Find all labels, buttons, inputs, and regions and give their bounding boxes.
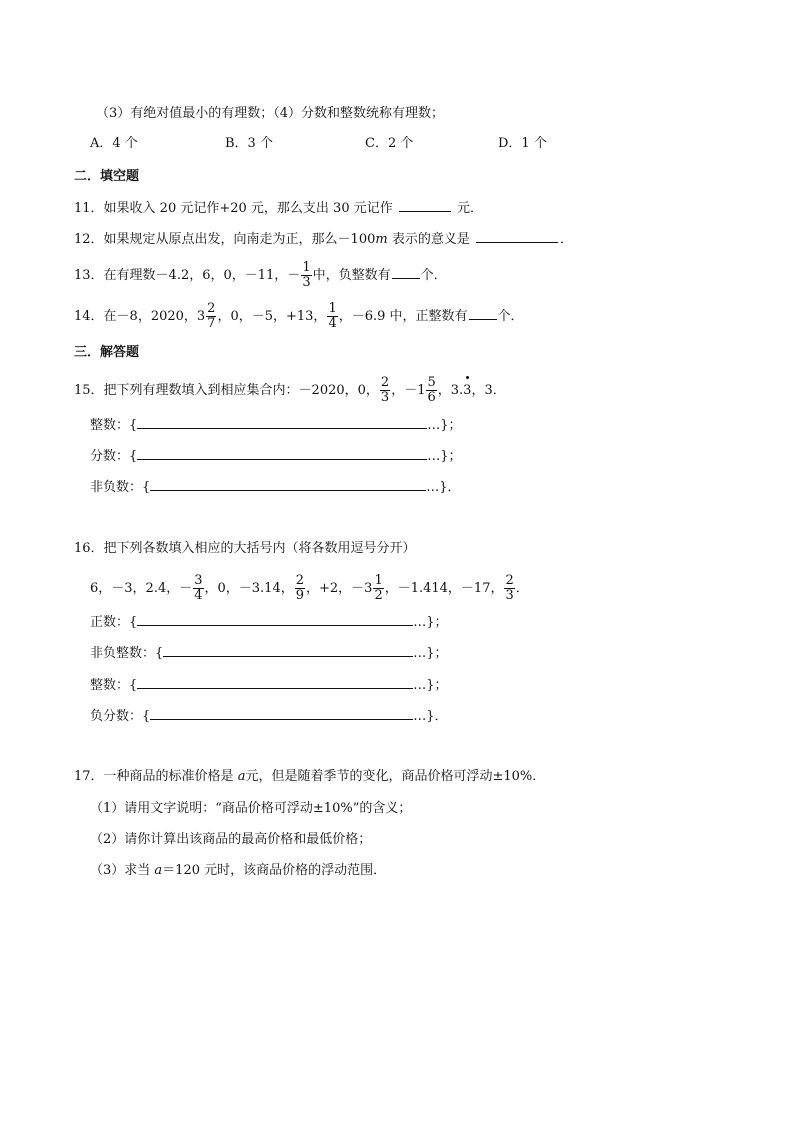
- q14-text-b: ，0，－5，+13，: [217, 309, 327, 324]
- q15-set-nonnegative: [90, 478, 461, 497]
- q10-option-a: A．4 个: [90, 136, 138, 151]
- q17-text-b: 元，但是随着季节的变化，商品价格可浮动±10%．: [245, 769, 546, 784]
- question-13: [74, 261, 447, 290]
- q15-fraction-1: $\frac{2}{3}$: [380, 375, 390, 405]
- q16-fraction-3: $\frac{1}{2}$: [374, 573, 383, 603]
- q11-answer-blank[interactable]: [399, 199, 451, 212]
- q17-var: a: [237, 769, 246, 784]
- section-title-fill-blank: 二．填空题: [74, 169, 140, 184]
- q15-sep-2: ，3.: [437, 383, 464, 398]
- q16-set-label: 负分数：{: [90, 709, 151, 724]
- q16-set-tail: …}．: [413, 709, 448, 724]
- q14-text-c: ，－6.9 中，正整数有: [338, 309, 468, 324]
- q13-end: 个．: [420, 268, 447, 283]
- q15-sep-1: ，－1: [391, 383, 426, 398]
- q12-text-b: 表示的意义是: [391, 232, 470, 247]
- q16-set-label: 正数：{: [90, 615, 138, 630]
- q17-part-3: [90, 862, 386, 880]
- q16-set-blank[interactable]: [150, 707, 413, 720]
- q16-set-blank[interactable]: [137, 613, 413, 626]
- q11-unit: 元．: [457, 201, 484, 216]
- q15-end: ，3．: [471, 383, 506, 398]
- q16-set-tail: …}；: [413, 678, 448, 693]
- q16-set-label: 整数：{: [90, 678, 138, 693]
- q12-end: ．: [559, 232, 573, 247]
- q14-fraction-2: $\frac{1}{4}$: [328, 301, 337, 331]
- question-15: [74, 376, 506, 405]
- q10-statement: （3）有绝对值最小的有理数；（4）分数和整数统称有理数；: [96, 106, 445, 121]
- q12-text: 12．如果规定从原点出发，向南走为正，那么－100: [74, 232, 376, 247]
- q16-list-part: ，0，－3.14，: [204, 581, 294, 596]
- q15-set-label: 整数：{: [90, 418, 138, 433]
- q10-option-b: B．3 个: [225, 136, 273, 151]
- q17-p3-text-b: ＝120 元时，该商品价格的浮动范围．: [162, 863, 387, 878]
- q16-set-nonnegative-integer: [90, 644, 448, 663]
- question-12: [74, 230, 573, 249]
- q15-repeating-digit: 3: [463, 383, 472, 398]
- q13-answer-blank[interactable]: [392, 266, 420, 279]
- q16-list-part: ，+2，－3: [306, 581, 373, 596]
- q14-text: 14．在－8，2020，3: [74, 309, 206, 324]
- q16-set-tail: …}；: [413, 646, 448, 661]
- section-title-solve: 三．解答题: [74, 345, 140, 360]
- q16-fraction-4: $\frac{2}{3}$: [505, 573, 514, 603]
- q17-part-1: （1）请用文字说明：“商品价格可浮动±10%”的含义；: [90, 801, 412, 816]
- question-16: 16．把下列各数填入相应的大括号内（将各数用逗号分开）: [74, 541, 416, 556]
- q14-answer-blank[interactable]: [469, 307, 497, 320]
- q15-set-blank[interactable]: [137, 416, 427, 429]
- q13-fraction: $\frac{1}{3}$: [302, 260, 311, 290]
- q16-set-tail: …}；: [413, 615, 448, 630]
- q17-p3-text: （3）求当: [90, 863, 155, 878]
- question-17: [74, 768, 545, 786]
- q16-list-part: 6，－3，2.4，－: [90, 581, 193, 596]
- q15-set-label: 非负数：{: [90, 480, 151, 495]
- q11-text: 11．如果收入 20 元记作+20 元，那么支出 30 元记作: [74, 201, 393, 216]
- q16-set-integer: [90, 676, 448, 695]
- q10-option-c: C．2 个: [365, 136, 414, 151]
- q15-set-tail: …}；: [427, 449, 462, 464]
- q15-set-fraction: [90, 447, 462, 466]
- q15-text: 15．把下列有理数填入到相应集合内：－2020，0，: [74, 383, 379, 398]
- q15-set-blank[interactable]: [137, 447, 427, 460]
- q14-end: 个．: [497, 309, 524, 324]
- q16-set-blank[interactable]: [163, 644, 413, 657]
- q14-fraction-1: $\frac{2}{7}$: [207, 301, 216, 331]
- question-11: [74, 199, 483, 218]
- q16-set-negative-fraction: [90, 707, 448, 726]
- q17-text: 17．一种商品的标准价格是: [74, 769, 238, 784]
- q16-list-part: ．: [515, 581, 529, 596]
- q15-set-tail: …}；: [427, 418, 462, 433]
- question-14: [74, 302, 524, 331]
- q15-fraction-2: $\frac{5}{6}$: [427, 375, 436, 405]
- q16-set-label: 非负整数：{: [90, 646, 164, 661]
- q17-part-2: （2）请你计算出该商品的最高价格和最低价格；: [90, 832, 372, 847]
- q16-list-part: ，－1.414，－17，: [384, 581, 504, 596]
- q13-text-b: 中，负整数有: [312, 268, 391, 283]
- q13-text: 13．在有理数－4.2，6，0，－11，－: [74, 268, 301, 283]
- q16-set-blank[interactable]: [137, 676, 413, 689]
- q10-option-d: D．1 个: [498, 136, 547, 151]
- q16-fraction-1: $\frac{3}{4}$: [194, 573, 203, 603]
- q15-set-tail: …}．: [426, 480, 461, 495]
- q15-set-label: 分数：{: [90, 449, 138, 464]
- q16-number-list: [90, 574, 529, 603]
- q16-fraction-2: $\frac{2}{9}$: [295, 573, 304, 603]
- q17-p3-var: a: [154, 863, 163, 878]
- q16-set-positive: [90, 613, 448, 632]
- q12-answer-blank[interactable]: [476, 230, 558, 243]
- q15-set-blank[interactable]: [150, 478, 426, 491]
- q12-var: m: [375, 232, 388, 247]
- q15-set-integer: [90, 416, 462, 435]
